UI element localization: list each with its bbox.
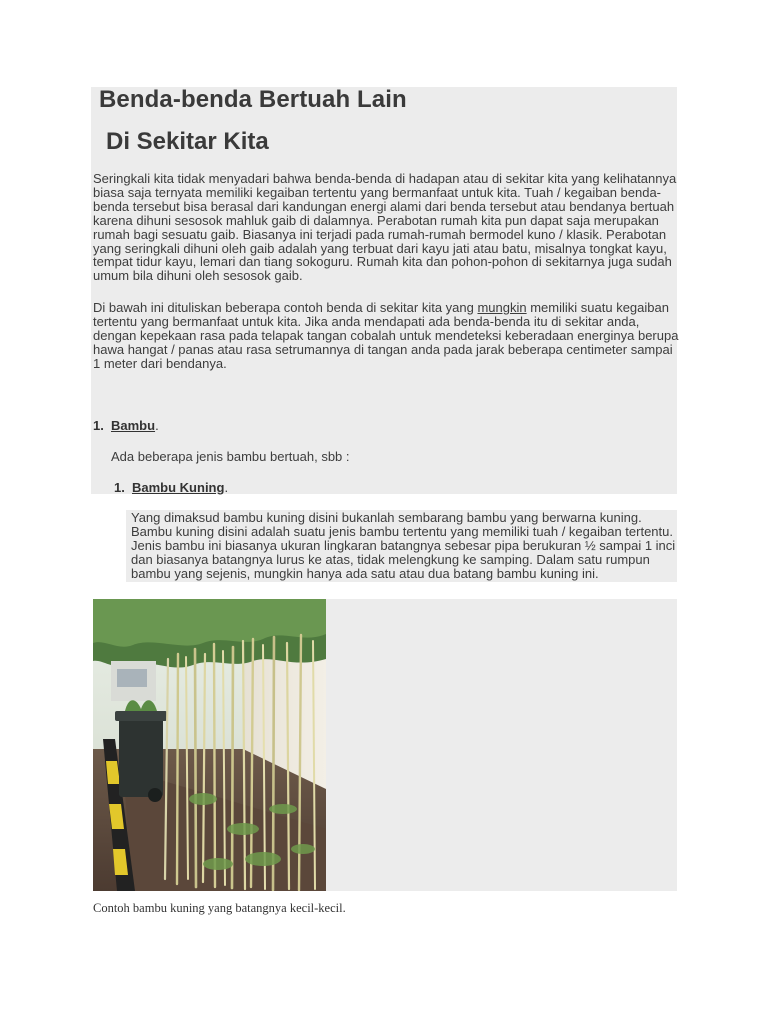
- underlined-word: mungkin: [477, 300, 527, 315]
- photo-caption: Contoh bambu kuning yang batangnya kecil-kecil.: [93, 901, 346, 915]
- list-item-bambu-kuning: [114, 480, 228, 495]
- second-paragraph-text-a: Di bawah ini dituliskan beberapa contoh benda di sekitar kita yang: [93, 300, 478, 315]
- page-title: Benda-benda Bertuah Lain: [99, 86, 407, 113]
- list-label-bambu: Bambu: [111, 418, 156, 433]
- list-label-bambu-kuning: Bambu Kuning: [132, 480, 225, 495]
- list-suffix: .: [224, 480, 229, 495]
- second-paragraph-text-b: memiliki suatu kegaiban tertentu yang bermanfaat untuk kita. Jika anda mendapati ada benda-benda itu di sekitar anda, dengan kepekaan rasa pada telapak tangan cobalah untuk mendeteksi keberadaan energinya berupa hawa hangat / panas atau rasa setrumannya di tangan anda pada jarak beberapa centimeter sampai 1 meter dari bendanya.: [93, 300, 679, 371]
- page-subtitle: Di Sekitar Kita: [106, 128, 269, 155]
- bamboo-photo: [93, 599, 326, 891]
- list-number: 1.: [114, 480, 125, 495]
- second-paragraph: [93, 301, 679, 371]
- bambu-intro-text: Ada beberapa jenis bambu bertuah, sbb :: [111, 449, 350, 464]
- intro-paragraph: Seringkali kita tidak menyadari bahwa benda-benda di hadapan atau di sekitar kita yang kelihatannya biasa saja ternyata memiliki kegaiban tertentu yang bermanfaat untuk kita. Tuah / kegaiban benda-benda tersebut bisa berasal dari kandungan energi alami dari benda tersebut atau bendanya bertuah karena dihuni sesosok mahluk gaib di dalamnya. Perabotan rumah kita pun dapat saja merupakan rumah bagi sesuatu gaib. Biasanya ini terjadi pada rumah-rumah bermodel kuno / klasik. Perabotan yang seringkali dihuni oleh gaib adalah yang terbuat dari kayu jati atau batu, misalnya tongkat kayu, tempat tidur kayu, lemari dan tiang sokoguru. Rumah kita dan pohon-pohon di sekitarnya juga sudah umum bila dihuni oleh sesosok gaib.: [93, 171, 677, 284]
- list-number: 1.: [93, 418, 104, 433]
- bambu-kuning-paragraph: Yang dimaksud bambu kuning disini bukanlah sembarang bambu yang berwarna kuning. Bambu kuning disini adalah suatu jenis bambu tertentu yang memiliki tuah / kegaiban tertentu. Jenis bambu ini biasanya ukuran lingkaran batangnya sebesar pipa berukuran ½ sampai 1 inci dan biasanya batangnya lurus ke atas, tidak melengkung ke samping. Dalam satu rumpun bambu yang sejenis, mungkin hanya ada satu atau dua batang bambu kuning ini.: [131, 510, 676, 581]
- list-suffix: .: [155, 418, 159, 433]
- list-item-bambu: [93, 418, 159, 433]
